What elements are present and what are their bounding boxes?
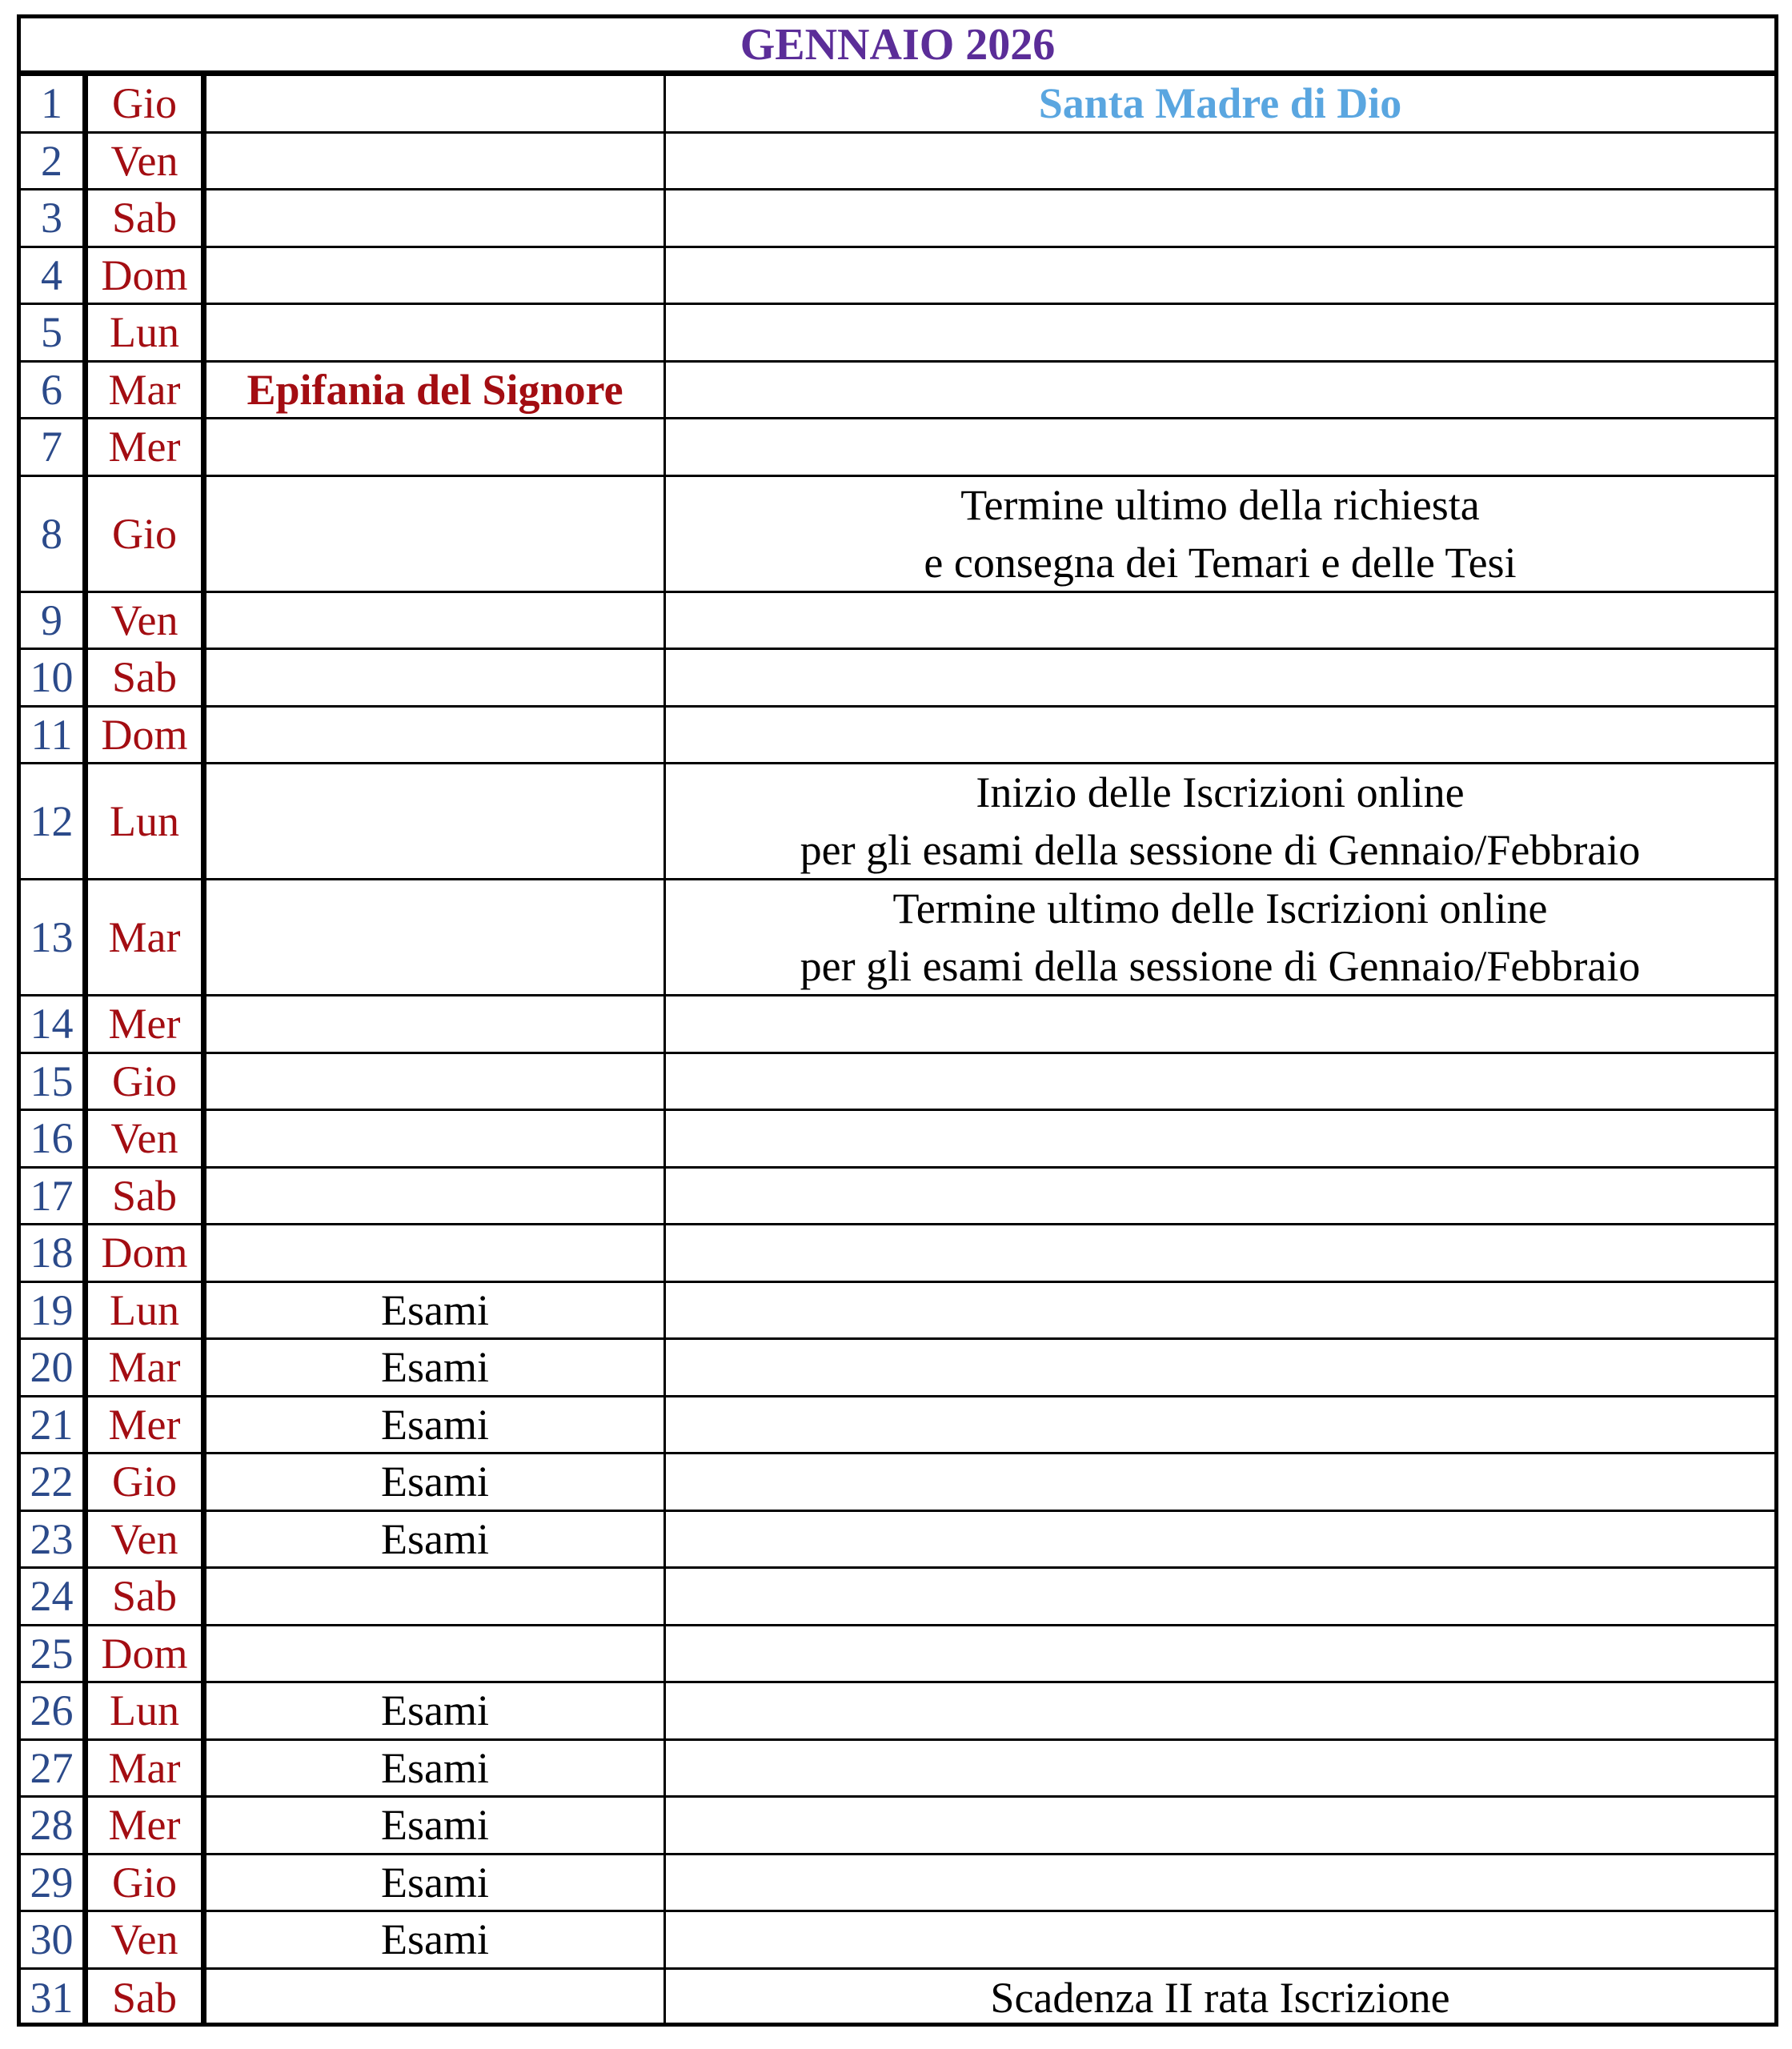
event-label (206, 880, 666, 994)
calendar-row (21, 363, 1774, 420)
calendar-row (21, 708, 1774, 765)
day-number: 23 (21, 1512, 88, 1567)
note-cell (666, 880, 1774, 994)
event-label (206, 305, 666, 360)
day-number: 25 (21, 1626, 88, 1682)
weekday: Mar (88, 363, 206, 418)
weekday: Lun (88, 1683, 206, 1738)
calendar-row (21, 996, 1774, 1054)
day-number: 13 (21, 880, 88, 994)
calendar-row (21, 880, 1774, 996)
weekday: Gio (88, 1054, 206, 1109)
note-cell (666, 1512, 1774, 1567)
weekday: Gio (88, 76, 206, 131)
feast-note: Santa Madre di Dio (1038, 79, 1402, 128)
day-number: 29 (21, 1855, 88, 1911)
weekday: Ven (88, 134, 206, 189)
note-cell (666, 1454, 1774, 1510)
day-number: 26 (21, 1683, 88, 1738)
day-number: 16 (21, 1111, 88, 1166)
calendar-row (21, 764, 1774, 880)
calendar-row (21, 1512, 1774, 1570)
calendar-row (21, 1054, 1774, 1112)
note-cell (666, 1683, 1774, 1738)
weekday: Ven (88, 1512, 206, 1567)
calendar-row (21, 1741, 1774, 1798)
note-line: per gli esami della sessione di Gennaio/Febbraio (800, 826, 1641, 874)
weekday: Mar (88, 1741, 206, 1796)
calendar-row (21, 1855, 1774, 1913)
note-line: per gli esami della sessione di Gennaio/Febbraio (800, 942, 1641, 990)
day-number: 5 (21, 305, 88, 360)
calendar-table (17, 14, 1778, 2027)
day-number: 4 (21, 248, 88, 303)
event-label (206, 1169, 666, 1224)
note-cell (666, 1225, 1774, 1281)
weekday: Mer (88, 419, 206, 475)
weekday: Ven (88, 1111, 206, 1166)
day-number: 12 (21, 764, 88, 878)
weekday: Ven (88, 593, 206, 648)
note-cell (666, 248, 1774, 303)
event-label: Esami (206, 1798, 666, 1853)
event-label (206, 1111, 666, 1166)
note-line: Scadenza II rata Iscrizione (990, 1974, 1450, 2023)
calendar-row (21, 1111, 1774, 1169)
calendar-row (21, 1912, 1774, 1970)
weekday: Mer (88, 1397, 206, 1453)
note-line: Termine ultimo della richiesta (960, 480, 1480, 529)
weekday: Gio (88, 1855, 206, 1911)
note-line: Inizio delle Iscrizioni online (976, 768, 1465, 816)
event-label (206, 1054, 666, 1109)
day-number: 9 (21, 593, 88, 648)
day-number: 14 (21, 996, 88, 1052)
weekday: Ven (88, 1912, 206, 1967)
note-cell (666, 1626, 1774, 1682)
event-label (206, 593, 666, 648)
day-number: 3 (21, 190, 88, 246)
weekday: Sab (88, 650, 206, 705)
calendar-row (21, 650, 1774, 708)
calendar-row (21, 248, 1774, 306)
calendar-row (21, 1397, 1774, 1455)
day-number: 28 (21, 1798, 88, 1853)
day-number: 20 (21, 1340, 88, 1395)
event-label: Esami (206, 1454, 666, 1510)
day-number: 30 (21, 1912, 88, 1967)
day-number: 19 (21, 1283, 88, 1338)
event-label (206, 1569, 666, 1624)
event-label: Esami (206, 1855, 666, 1911)
calendar-row (21, 477, 1774, 593)
event-label (206, 708, 666, 763)
weekday: Sab (88, 1169, 206, 1224)
weekday: Dom (88, 1225, 206, 1281)
calendar-row (21, 1454, 1774, 1512)
calendar-row (21, 1340, 1774, 1397)
event-label: Esami (206, 1397, 666, 1453)
note-cell (666, 1340, 1774, 1395)
day-number: 27 (21, 1741, 88, 1796)
event-label (206, 1626, 666, 1682)
month-title: GENNAIO 2026 (21, 18, 1774, 76)
note-cell (666, 1798, 1774, 1853)
event-label: Esami (206, 1340, 666, 1395)
note-cell (666, 1169, 1774, 1224)
calendar-row (21, 1169, 1774, 1226)
day-number: 22 (21, 1454, 88, 1510)
note-cell (666, 1283, 1774, 1338)
event-label (206, 650, 666, 705)
weekday: Lun (88, 1283, 206, 1338)
day-number: 15 (21, 1054, 88, 1109)
event-label: Esami (206, 1512, 666, 1567)
calendar-row (21, 1569, 1774, 1626)
event-label (206, 764, 666, 878)
day-number: 8 (21, 477, 88, 591)
calendar-rows (21, 76, 1774, 2023)
note-cell (666, 1397, 1774, 1453)
note-cell (666, 190, 1774, 246)
calendar-row (21, 1970, 1774, 2027)
note-cell (666, 1912, 1774, 1967)
event-label (206, 419, 666, 475)
day-number: 18 (21, 1225, 88, 1281)
event-label: Esami (206, 1741, 666, 1796)
weekday: Mer (88, 1798, 206, 1853)
note-cell (666, 996, 1774, 1052)
note-cell (666, 363, 1774, 418)
note-cell (666, 764, 1774, 878)
weekday: Sab (88, 1970, 206, 2027)
feast-label: Epifania del Signore (206, 363, 666, 418)
event-label (206, 477, 666, 591)
calendar-row (21, 419, 1774, 477)
calendar-row (21, 1798, 1774, 1855)
event-label (206, 1970, 666, 2027)
weekday: Mar (88, 880, 206, 994)
weekday: Lun (88, 305, 206, 360)
note-line: e consegna dei Temari e delle Tesi (924, 538, 1517, 587)
note-cell (666, 1741, 1774, 1796)
note-cell (666, 593, 1774, 648)
event-label (206, 996, 666, 1052)
note-line: Termine ultimo delle Iscrizioni online (892, 884, 1548, 932)
calendar-row (21, 1683, 1774, 1741)
note-cell (666, 708, 1774, 763)
calendar-row (21, 76, 1774, 134)
note-cell (666, 419, 1774, 475)
event-label (206, 76, 666, 131)
day-number: 11 (21, 708, 88, 763)
day-number: 17 (21, 1169, 88, 1224)
calendar-row (21, 134, 1774, 191)
calendar-row (21, 1283, 1774, 1341)
weekday: Gio (88, 477, 206, 591)
event-label (206, 248, 666, 303)
event-label (206, 134, 666, 189)
weekday: Gio (88, 1454, 206, 1510)
event-label (206, 1225, 666, 1281)
note-cell (666, 134, 1774, 189)
weekday: Dom (88, 248, 206, 303)
calendar-row (21, 593, 1774, 651)
note-cell (666, 477, 1774, 591)
weekday: Dom (88, 1626, 206, 1682)
calendar-row (21, 305, 1774, 363)
note-cell (666, 1054, 1774, 1109)
note-cell (666, 650, 1774, 705)
day-number: 21 (21, 1397, 88, 1453)
event-label (206, 190, 666, 246)
weekday: Lun (88, 764, 206, 878)
note-cell (666, 1111, 1774, 1166)
event-label: Esami (206, 1912, 666, 1967)
calendar-row (21, 1626, 1774, 1684)
note-cell (666, 1855, 1774, 1911)
note-cell (666, 1569, 1774, 1624)
day-number: 6 (21, 363, 88, 418)
note-cell (666, 76, 1774, 131)
day-number: 1 (21, 76, 88, 131)
day-number: 2 (21, 134, 88, 189)
note-cell (666, 1970, 1774, 2027)
day-number: 10 (21, 650, 88, 705)
calendar-row (21, 1225, 1774, 1283)
day-number: 7 (21, 419, 88, 475)
weekday: Mer (88, 996, 206, 1052)
event-label: Esami (206, 1683, 666, 1738)
day-number: 24 (21, 1569, 88, 1624)
event-label: Esami (206, 1283, 666, 1338)
calendar-row (21, 190, 1774, 248)
weekday: Sab (88, 190, 206, 246)
weekday: Mar (88, 1340, 206, 1395)
note-cell (666, 305, 1774, 360)
weekday: Dom (88, 708, 206, 763)
day-number: 31 (21, 1970, 88, 2027)
weekday: Sab (88, 1569, 206, 1624)
